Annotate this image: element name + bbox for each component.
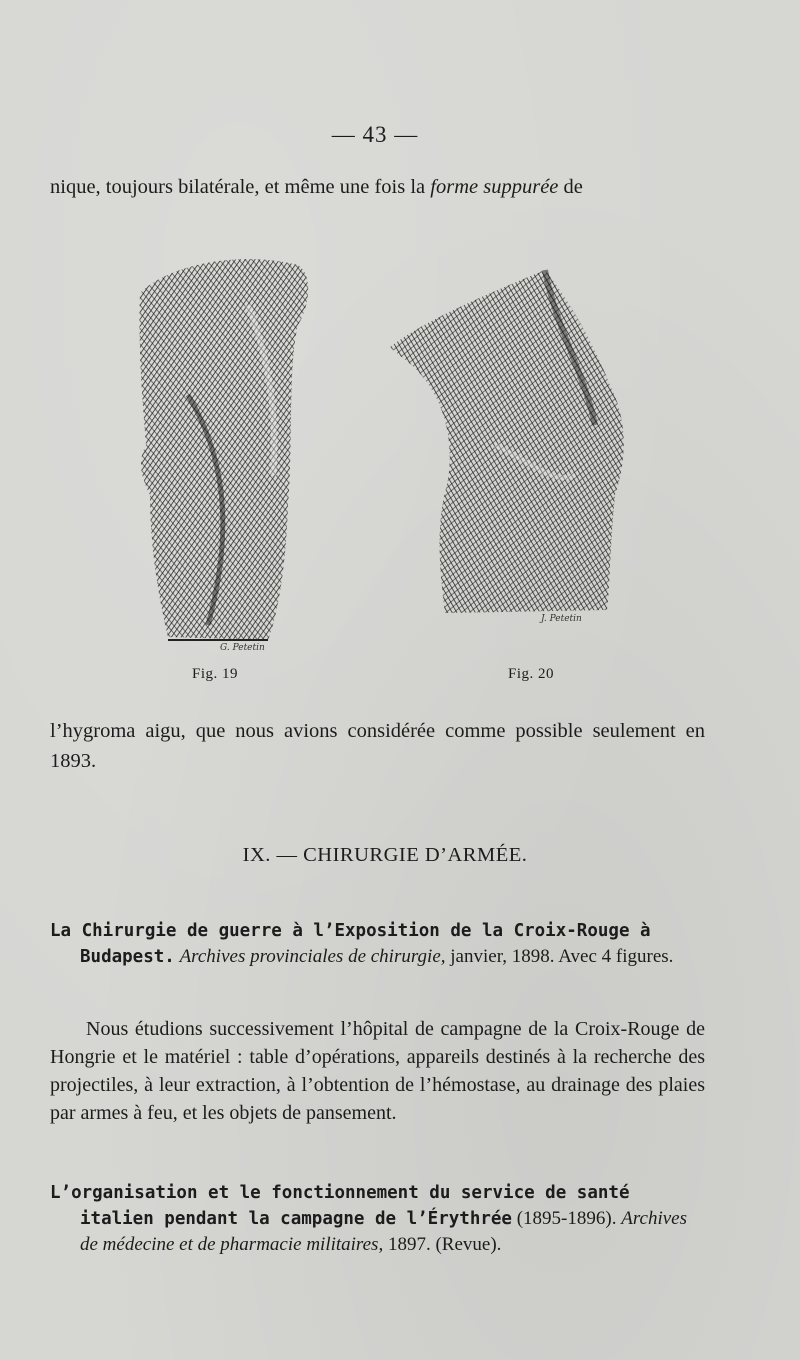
knee-engraving-19: [128, 245, 318, 655]
entry-1-rest: janvier, 1898. Avec 4 figures.: [445, 946, 674, 967]
body-paragraph: Nous étudions successivement l’hôpital de campagne de la Croix-Rouge de Hongrie et le matériel : table d’opérations, appareils destinés à la recherche des projectiles, à leur extraction, à l’obtention de l’hémostase, au drainage des plaies par armes à feu, et les objets de pansement.: [50, 1018, 705, 1124]
entry-2-title: L’organisation et le fonctionnement du service de santé italien pendant la campagne de l’Érythrée: [50, 1183, 630, 1229]
figure-19-signature: G. Petetin: [220, 643, 265, 653]
entry-2-dates: (1895-1896).: [511, 1208, 622, 1229]
figure-20-signature: J. Petetin: [541, 614, 582, 624]
figure-19-illustration: [128, 245, 318, 655]
top-text-line: [50, 172, 705, 202]
bibliography-entry-2: [50, 1180, 705, 1258]
figure-20-caption: Fig. 20: [508, 666, 555, 682]
top-text-end: de: [558, 176, 583, 198]
bibliography-entry-1: [50, 918, 705, 970]
entry-2-rest: 1897. (Revue).: [383, 1234, 502, 1255]
top-text-italic: forme suppurée: [430, 176, 559, 198]
continuation-text: l’hygroma aigu, que nous avions considérée comme possible seulement en 1893.: [50, 720, 705, 772]
top-text-start: nique, toujours bilatérale, et même une fois la: [50, 176, 431, 198]
figure-20-illustration: [385, 265, 635, 625]
figure-19-caption: Fig. 19: [192, 666, 239, 682]
entry-1-journal: Archives provinciales de chirurgie,: [179, 946, 446, 967]
entry-2-journal: Archives de médecine et de pharmacie militaires,: [80, 1208, 687, 1255]
page-number: — 43 —: [331, 122, 419, 147]
entry-1-title: La Chirurgie de guerre à l’Exposition de la Croix-Rouge à Budapest.: [50, 921, 651, 967]
knee-engraving-20: [385, 265, 635, 625]
section-title: IX. — CHIRURGIE D’ARMÉE.: [242, 844, 528, 866]
